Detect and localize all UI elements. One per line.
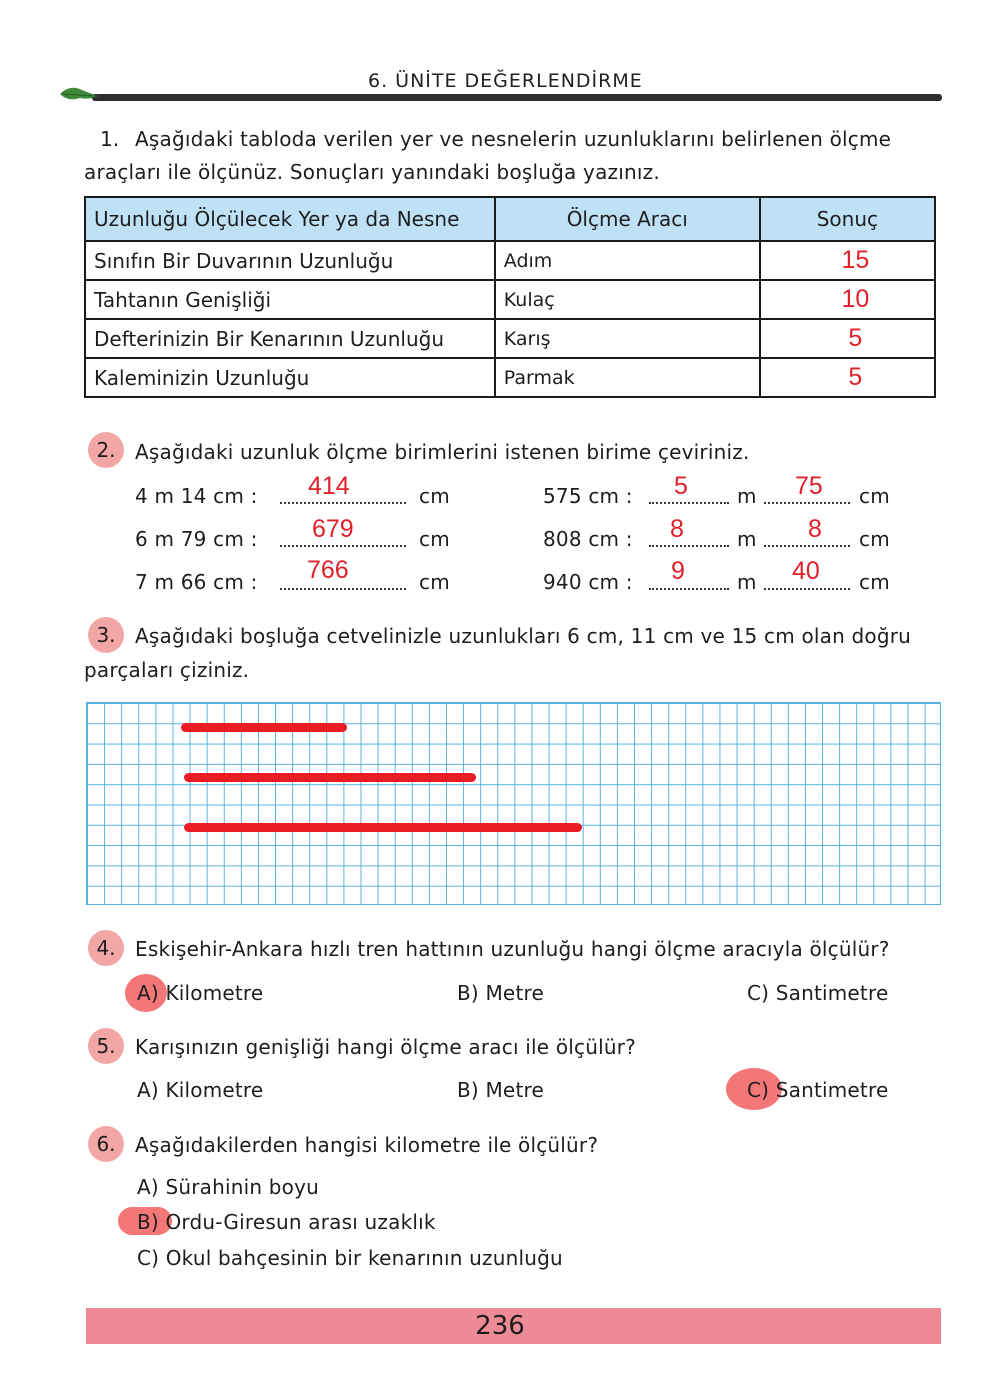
q6-number-badge: 6. [88,1126,124,1162]
conversion-cm-unit: cm [859,484,890,508]
table-cell-tool: Adım [495,241,760,280]
conversion-unit: cm [419,484,450,508]
table-cell-object: Sınıfın Bir Duvarının Uzunluğu [85,241,495,280]
conversion-answer: 679 [312,515,354,543]
line-segment-6cm [181,723,347,732]
table-row [85,319,935,358]
conversion-cm-unit: cm [859,570,890,594]
answer-line [280,502,406,504]
page-number: 236 [475,1311,525,1341]
header-divider [92,94,942,101]
conversion-given: 575 cm : [543,484,633,508]
conversion-cm-answer: 75 [795,472,823,500]
conversion-cm-unit: cm [859,527,890,551]
answer-line [649,545,729,547]
conversion-given: 808 cm : [543,527,633,551]
q2-text: Aşağıdaki uzunluk ölçme birimlerini istenen birime çeviriniz. [135,440,750,464]
conversion-cm-answer: 40 [792,557,820,585]
leaf-icon [58,84,100,104]
conversion-unit: cm [419,570,450,594]
table-cell-result: 5 [848,324,863,352]
drawing-grid [86,702,941,905]
q3-text-line1: Aşağıdaki boşluğa cetvelinizle uzunlukları 6 cm, 11 cm ve 15 cm olan doğru [135,624,912,648]
q4-option-c[interactable]: C) Santimetre [747,981,889,1005]
q5-option-c[interactable]: C) Santimetre [747,1078,889,1102]
table-header-object: Uzunluğu Ölçülecek Yer ya da Nesne [85,197,495,241]
answer-line [280,588,406,590]
q5-option-b[interactable]: B) Metre [457,1078,544,1102]
conversion-m-answer: 9 [671,557,685,585]
q4-option-b[interactable]: B) Metre [457,981,544,1005]
table-cell-result: 10 [841,285,870,313]
q6-option-c[interactable]: C) Okul bahçesinin bir kenarının uzunluğu [137,1246,563,1270]
conversion-given: 4 m 14 cm : [135,484,258,508]
conversion-answer: 766 [307,556,349,584]
q5-option-a[interactable]: A) Kilometre [137,1078,264,1102]
answer-line [649,502,729,504]
table-cell-tool: Kulaç [495,280,760,319]
q2-number-badge: 2. [88,432,124,468]
measurement-table [84,196,936,398]
q5-number-badge: 5. [88,1028,124,1064]
conversion-answer: 414 [308,472,350,500]
conversion-cm-answer: 8 [808,515,822,543]
conversion-given: 940 cm : [543,570,633,594]
table-cell-object: Defterinizin Bir Kenarının Uzunluğu [85,319,495,358]
table-cell-tool: Karış [495,319,760,358]
conversion-given: 6 m 79 cm : [135,527,258,551]
conversion-given: 7 m 66 cm : [135,570,258,594]
line-segment-11cm [184,773,476,782]
conversion-m-unit: m [737,484,757,508]
q3-text-line2: parçaları çiziniz. [84,658,250,682]
table-cell-result: 5 [848,363,863,391]
answer-line [649,588,729,590]
table-row [85,241,935,280]
unit-title: 6. ÜNİTE DEĞERLENDİRME [368,70,643,92]
table-cell-object: Kaleminizin Uzunluğu [85,358,495,397]
table-cell-tool: Parmak [495,358,760,397]
q6-option-b[interactable]: B) Ordu-Giresun arası uzaklık [137,1210,436,1234]
q3-number-badge: 3. [88,617,124,653]
q4-number-badge: 4. [88,930,124,966]
table-header-tool: Ölçme Aracı [495,197,760,241]
q1-number: 1. [100,127,120,151]
conversion-unit: cm [419,527,450,551]
q6-option-a[interactable]: A) Sürahinin boyu [137,1175,320,1199]
answer-line [764,588,850,590]
q4-option-a[interactable]: A) Kilometre [137,981,264,1005]
answer-line [280,545,406,547]
table-row [85,280,935,319]
table-cell-object: Tahtanın Genişliği [85,280,495,319]
conversion-m-answer: 8 [670,515,684,543]
q5-text: Karışınızın genişliği hangi ölçme aracı ile ölçülür? [135,1035,636,1059]
q4-text: Eskişehir-Ankara hızlı tren hattının uzunluğu hangi ölçme aracıyla ölçülür? [135,937,890,961]
table-row [85,358,935,397]
conversion-m-answer: 5 [674,472,688,500]
table-cell-result: 15 [841,246,870,274]
answer-line [764,502,850,504]
q1-text-line1: Aşağıdaki tabloda verilen yer ve nesnelerin uzunluklarını belirlenen ölçme [135,127,892,151]
q1-text-line2: araçları ile ölçünüz. Sonuçları yanındaki boşluğa yazınız. [84,160,660,184]
table-header-row [85,197,935,241]
q6-text: Aşağıdakilerden hangisi kilometre ile ölçülür? [135,1133,599,1157]
table-header-result: Sonuç [760,197,935,241]
conversion-m-unit: m [737,527,757,551]
conversion-m-unit: m [737,570,757,594]
answer-line [764,545,850,547]
line-segment-15cm [184,823,582,832]
